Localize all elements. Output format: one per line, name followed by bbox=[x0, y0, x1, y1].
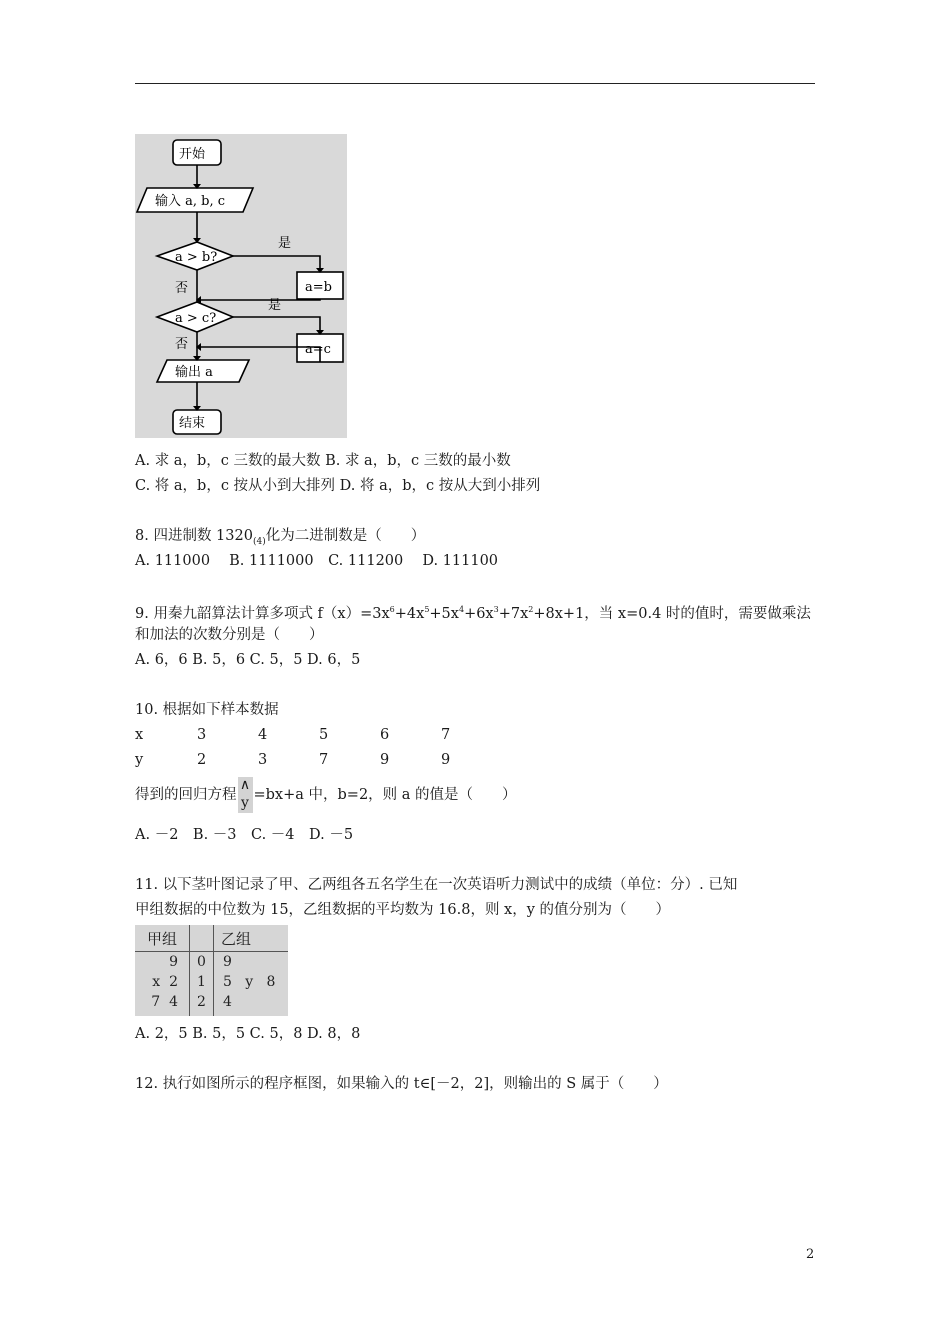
q9-exp-6: 6 bbox=[389, 605, 395, 614]
q9-term-2: +5x bbox=[429, 606, 459, 622]
q10-y-value: 3 bbox=[258, 752, 268, 768]
stem-leaf-right: 5 y 8 bbox=[223, 974, 276, 990]
flow-no1-label: 否 bbox=[175, 281, 189, 296]
q10-eq-text-b: =bx+a 中，b=2，则 a 的值是（ ） bbox=[253, 787, 517, 803]
q11-stem-line-2: 甲组数据的中位数为 15，乙组数据的平均数为 16.8，则 x，y 的值分别为（ ） bbox=[135, 902, 671, 918]
flow-end-label: 结束 bbox=[179, 416, 206, 431]
q10-x-value: 7 bbox=[441, 727, 451, 743]
stem-value: 0 bbox=[197, 954, 206, 970]
q11-stem-line-1: 11. 以下茎叶图记录了甲、乙两组各五名学生在一次英语听力测试中的成绩（单位：分）. 已知 bbox=[135, 877, 738, 893]
q10-x-value: 5 bbox=[319, 727, 329, 743]
stem-header-rule bbox=[135, 951, 288, 952]
flow-input-label: 输入 a, b, c bbox=[155, 194, 226, 209]
stem-divider-right bbox=[213, 925, 214, 1016]
stem-header-left: 甲组 bbox=[147, 930, 178, 948]
q10-stem: 10. 根据如下样本数据 bbox=[135, 702, 279, 718]
stem-leaf-left: x 2 bbox=[152, 974, 178, 990]
q7-options-line-2: C. 将 a，b，c 按从小到大排列 D. 将 a，b，c 按从大到小排列 bbox=[135, 478, 541, 494]
q10-y-value: 7 bbox=[319, 752, 329, 768]
q9-options: A. 6，6 B. 5，6 C. 5，5 D. 6，5 bbox=[135, 652, 361, 668]
q10-y-value: 9 bbox=[441, 752, 451, 768]
stem-value: 2 bbox=[197, 994, 206, 1010]
q8-stem bbox=[135, 527, 425, 551]
q9-term-1: +4x bbox=[394, 606, 425, 622]
q8-options: A. 111000 B. 1111000 C. 111200 D. 111100 bbox=[135, 553, 499, 569]
flowchart-figure bbox=[135, 134, 347, 438]
q7-options-line-1: A. 求 a，b，c 三数的最大数 B. 求 a，b，c 三数的最小数 bbox=[135, 453, 511, 469]
flow-cond2-label: a > c? bbox=[175, 311, 217, 326]
q10-equation-line bbox=[135, 777, 517, 813]
hat-caret: ∧ bbox=[239, 777, 251, 793]
q10-y-value: 9 bbox=[380, 752, 390, 768]
hat-y: y bbox=[241, 795, 249, 811]
y-hat-symbol bbox=[238, 777, 253, 813]
q10-y-row bbox=[135, 751, 471, 769]
stem-header-right: 乙组 bbox=[221, 930, 252, 948]
q10-x-value: 3 bbox=[197, 727, 207, 743]
q10-y-label: y bbox=[135, 752, 144, 768]
flow-yes2-label: 是 bbox=[268, 298, 282, 313]
q10-x-row bbox=[135, 726, 471, 744]
q10-y-value: 2 bbox=[197, 752, 207, 768]
q9-text-b: +8x+1，当 x=0.4 时的值时，需要做乘法 bbox=[533, 606, 811, 622]
stem-leaf-left: 9 bbox=[169, 954, 178, 970]
q9-term-4: +7x bbox=[498, 606, 529, 622]
page-number: 2 bbox=[806, 1247, 815, 1262]
header-rule bbox=[135, 83, 815, 84]
flow-output-label: 输出 a bbox=[175, 365, 213, 380]
stem-leaf-plot bbox=[135, 925, 288, 1016]
q9-term-3: +6x bbox=[464, 606, 494, 622]
q10-x-label: x bbox=[135, 727, 144, 743]
q9-stem-line-1 bbox=[135, 601, 811, 623]
q9-stem-line-2: 和加法的次数分别是（ ） bbox=[135, 627, 324, 643]
q12-stem: 12. 执行如图所示的程序框图，如果输入的 t∈[－2，2]，则输出的 S 属于（ ） bbox=[135, 1076, 668, 1092]
q9-exp-2: 2 bbox=[528, 605, 534, 614]
q9-exp-5: 5 bbox=[424, 605, 430, 614]
q10-x-value: 4 bbox=[258, 727, 268, 743]
flow-yes1-label: 是 bbox=[278, 236, 292, 251]
flow-cond1-label: a > b? bbox=[175, 250, 218, 265]
q8-stem-number: 8. 四进制数 1320 bbox=[135, 528, 253, 544]
q9-text-a: 9. 用秦九韶算法计算多项式 f（x）=3x bbox=[135, 606, 390, 622]
flow-box2-label: a=c bbox=[305, 342, 331, 357]
q10-x-value: 6 bbox=[380, 727, 390, 743]
q8-stem-question: 化为二进制数是（ ） bbox=[265, 528, 426, 544]
q9-exp-3: 3 bbox=[493, 605, 499, 614]
flow-start-label: 开始 bbox=[179, 147, 206, 162]
q9-exp-4: 4 bbox=[458, 605, 465, 614]
stem-value: 1 bbox=[197, 974, 206, 990]
stem-leaf-right: 9 bbox=[223, 954, 232, 970]
stem-leaf-right: 4 bbox=[223, 994, 232, 1010]
stem-divider-left bbox=[189, 925, 190, 1016]
q11-options: A. 2，5 B. 5，5 C. 5，8 D. 8，8 bbox=[135, 1026, 361, 1042]
flowchart-svg bbox=[135, 134, 347, 438]
stem-leaf-left: 7 4 bbox=[151, 994, 178, 1010]
q8-base-subscript: (4) bbox=[252, 536, 266, 547]
q10-eq-text-a: 得到的回归方程 bbox=[135, 787, 237, 803]
flow-no2-label: 否 bbox=[175, 337, 189, 352]
flow-box1-label: a=b bbox=[305, 280, 332, 295]
q10-options: A. －2 B. －3 C. －4 D. －5 bbox=[135, 827, 354, 843]
